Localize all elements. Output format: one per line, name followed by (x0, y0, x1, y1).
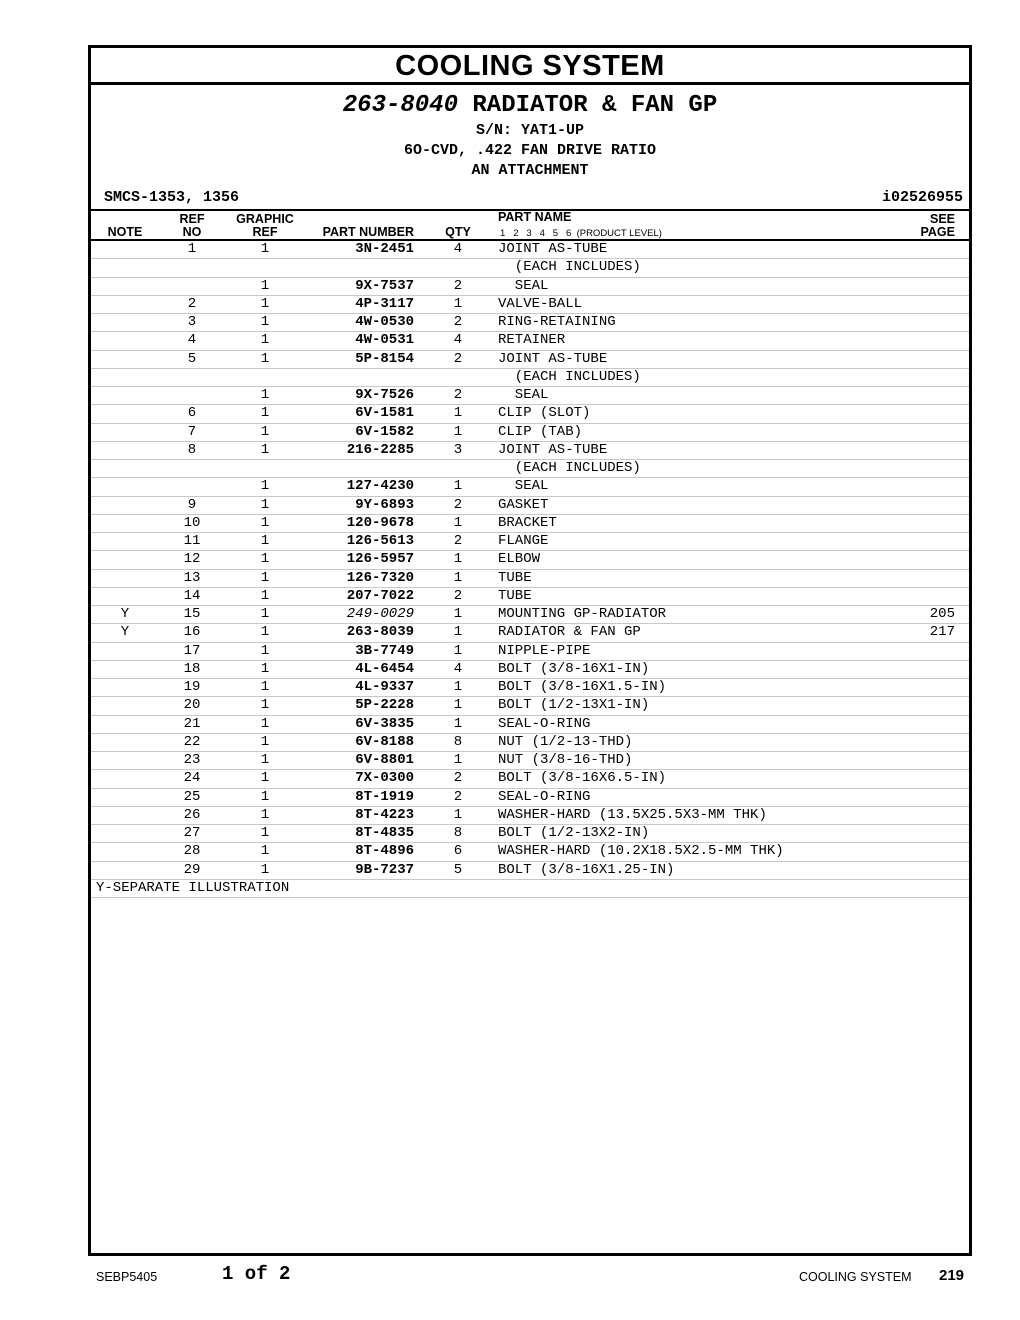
table-row (91, 570, 969, 588)
row-qty: 1 (453, 423, 463, 440)
footer-page-number: 219 (939, 1267, 965, 1284)
table-row (91, 770, 969, 788)
row-qty: 4 (453, 332, 463, 349)
footer-page-of: 1 of 2 (222, 1263, 291, 1285)
footnote-row (91, 880, 969, 898)
table-row (91, 332, 969, 350)
row-part-name: BOLT (1/2-13X1-IN) (498, 697, 650, 714)
row-part-number[interactable]: 126-5613 (346, 533, 414, 549)
column-header (91, 211, 969, 241)
row-qty: 1 (453, 514, 463, 531)
row-part-name: (EACH INCLUDES) (498, 368, 641, 385)
row-part-name: CLIP (SLOT) (498, 405, 591, 422)
row-qty: 1 (453, 295, 463, 312)
row-graphic-ref: 1 (260, 660, 270, 677)
col-part-number: PART NUMBER (322, 225, 414, 239)
table-row (91, 424, 969, 442)
row-qty: 1 (453, 697, 463, 714)
row-part-number[interactable]: 9X-7526 (355, 387, 414, 403)
row-part-number[interactable]: 216-2285 (346, 441, 414, 458)
footer-section: COOLING SYSTEM (799, 1270, 912, 1284)
row-part-number[interactable]: 6V-1582 (355, 423, 414, 440)
row-qty: 1 (453, 606, 463, 622)
row-part-number[interactable]: 5P-2228 (355, 697, 414, 714)
row-part-number[interactable]: 3N-2451 (355, 241, 414, 257)
row-part-number[interactable]: 4W-0530 (355, 314, 414, 330)
row-ref-no: 28 (183, 843, 201, 860)
row-ref-no: 8 (187, 441, 197, 458)
col-product-levels: 1 2 3 4 5 6 (PRODUCT LEVEL) (500, 228, 662, 239)
row-qty: 3 (453, 441, 463, 458)
row-part-number[interactable]: 8T-4223 (355, 806, 414, 823)
row-graphic-ref: 1 (260, 642, 270, 659)
table-row (91, 697, 969, 715)
row-graphic-ref: 1 (260, 295, 270, 312)
row-graphic-ref: 1 (260, 715, 270, 732)
col-part-name: PART NAME (498, 210, 572, 224)
section-title: COOLING SYSTEM (91, 48, 969, 85)
row-graphic-ref: 1 (260, 806, 270, 823)
row-ref-no: 1 (187, 241, 197, 257)
row-part-number[interactable]: 4L-6454 (355, 660, 414, 677)
table-row (91, 387, 969, 405)
row-ref-no: 18 (183, 660, 201, 677)
footnote-separate-illustration: Y-SEPARATE ILLUSTRATION (96, 879, 290, 896)
row-part-name: RETAINER (498, 332, 566, 349)
row-qty: 1 (453, 715, 463, 732)
row-graphic-ref: 1 (260, 825, 270, 841)
col-see-top: SEE (929, 212, 955, 226)
row-graphic-ref: 1 (260, 587, 270, 604)
row-part-number[interactable]: 6V-3835 (355, 715, 414, 732)
col-graphic-bottom: REF (252, 225, 278, 239)
row-part-number[interactable]: 8T-4896 (355, 843, 414, 860)
row-note: Y (120, 606, 130, 622)
table-row (91, 843, 969, 861)
row-ref-no: 12 (183, 551, 201, 568)
row-part-name: JOINT AS-TUBE (498, 350, 608, 367)
group-subtitle-1: 6O-CVD, .422 FAN DRIVE RATIO (403, 142, 657, 159)
row-ref-no: 29 (183, 861, 201, 878)
row-part-name: RADIATOR & FAN GP (498, 624, 641, 641)
col-note: NOTE (107, 225, 143, 239)
footer-doc-id: SEBP5405 (96, 1270, 158, 1284)
row-part-name: NUT (3/8-16-THD) (498, 752, 633, 768)
row-graphic-ref: 1 (260, 241, 270, 257)
row-ref-no: 5 (187, 350, 197, 367)
group-part-number[interactable]: 263-8040 (342, 92, 458, 119)
table-row (91, 807, 969, 825)
row-ref-no: 15 (183, 606, 201, 622)
table-row (91, 515, 969, 533)
row-graphic-ref: 1 (260, 441, 270, 458)
row-graphic-ref: 1 (260, 514, 270, 531)
row-qty: 1 (453, 624, 463, 641)
row-part-name: VALVE-BALL (498, 295, 583, 312)
row-part-number[interactable]: 263-8039 (346, 624, 414, 641)
row-part-number[interactable]: 6V-1581 (355, 405, 414, 422)
row-part-number[interactable]: 4L-9337 (355, 679, 414, 695)
row-part-name: TUBE (498, 569, 532, 586)
row-qty: 1 (453, 478, 463, 495)
row-graphic-ref: 1 (260, 733, 270, 750)
row-ref-no: 10 (183, 514, 201, 531)
row-qty: 4 (453, 241, 463, 257)
row-graphic-ref: 1 (260, 861, 270, 878)
row-part-name: (EACH INCLUDES) (498, 259, 641, 276)
row-ref-no: 2 (187, 295, 197, 312)
row-qty: 1 (453, 679, 463, 695)
parts-page-frame (88, 45, 972, 1256)
row-ref-no: 14 (183, 587, 201, 604)
row-part-number[interactable]: 6V-8188 (355, 733, 414, 750)
table-row (91, 862, 969, 880)
table-row (91, 606, 969, 624)
row-part-number[interactable]: 207-7022 (346, 587, 414, 604)
table-row (91, 497, 969, 515)
row-qty: 1 (453, 642, 463, 659)
row-part-name: BOLT (3/8-16X1.5-IN) (498, 679, 667, 695)
row-ref-no: 20 (183, 697, 201, 714)
row-graphic-ref: 1 (260, 423, 270, 440)
row-ref-no: 7 (187, 423, 197, 440)
row-part-name: CLIP (TAB) (498, 423, 583, 440)
row-part-number[interactable]: 3B-7749 (355, 642, 414, 659)
row-part-name: ELBOW (498, 551, 541, 568)
row-graphic-ref: 1 (260, 752, 270, 768)
row-part-name: BOLT (3/8-16X1.25-IN) (498, 861, 675, 878)
col-see-bottom: PAGE (920, 225, 955, 239)
row-part-name: MOUNTING GP-RADIATOR (498, 606, 667, 622)
row-qty: 6 (453, 843, 463, 860)
row-graphic-ref: 1 (260, 387, 270, 403)
table-row (91, 789, 969, 807)
row-part-name: SEAL (498, 277, 549, 294)
row-qty: 1 (453, 405, 463, 422)
row-qty: 1 (453, 551, 463, 568)
row-part-name: JOINT AS-TUBE (498, 241, 608, 257)
row-ref-no: 11 (183, 533, 201, 549)
row-ref-no: 24 (183, 770, 201, 787)
page-footer (0, 1262, 1020, 1290)
row-part-number[interactable]: 9X-7537 (355, 277, 414, 294)
row-ref-no: 25 (183, 788, 201, 805)
row-ref-no: 6 (187, 405, 197, 422)
table-row (91, 734, 969, 752)
row-part-name: (EACH INCLUDES) (498, 460, 641, 476)
row-part-name: BOLT (3/8-16X1-IN) (498, 660, 650, 677)
group-header (91, 85, 969, 211)
row-ref-no: 21 (183, 715, 201, 732)
row-part-number[interactable]: 7X-0300 (355, 770, 414, 787)
row-qty: 2 (453, 770, 463, 787)
row-part-name: BOLT (1/2-13X2-IN) (498, 825, 650, 841)
col-ref-top: REF (179, 212, 205, 226)
row-graphic-ref: 1 (260, 843, 270, 860)
row-qty: 2 (453, 350, 463, 367)
row-part-name: GASKET (498, 496, 549, 513)
row-part-name: WASHER-HARD (13.5X25.5X3-MM THK) (498, 806, 767, 823)
row-qty: 2 (453, 587, 463, 604)
row-ref-no: 3 (187, 314, 197, 330)
table-row (91, 296, 969, 314)
table-row (91, 825, 969, 843)
row-part-name: TUBE (498, 587, 532, 604)
table-row (91, 533, 969, 551)
row-ref-no: 23 (183, 752, 201, 768)
col-graphic-top: GRAPHIC (236, 212, 294, 226)
table-row (91, 278, 969, 296)
group-title: RADIATOR & FAN GP (472, 92, 718, 119)
row-part-number[interactable]: 120-9678 (346, 514, 414, 531)
row-graphic-ref: 1 (260, 569, 270, 586)
table-row (91, 460, 969, 478)
col-ref-bottom: NO (182, 225, 202, 239)
row-qty: 2 (453, 314, 463, 330)
table-row (91, 241, 969, 259)
row-part-name: SEAL-O-RING (498, 788, 591, 805)
row-part-name: NUT (1/2-13-THD) (498, 733, 633, 750)
table-row (91, 478, 969, 496)
row-graphic-ref: 1 (260, 533, 270, 549)
row-graphic-ref: 1 (260, 478, 270, 495)
row-graphic-ref: 1 (260, 314, 270, 330)
row-graphic-ref: 1 (260, 350, 270, 367)
row-see-page[interactable]: 205 (929, 606, 955, 622)
table-row (91, 259, 969, 277)
row-qty: 1 (453, 806, 463, 823)
row-graphic-ref: 1 (260, 551, 270, 568)
row-qty: 1 (453, 569, 463, 586)
row-qty: 2 (453, 533, 463, 549)
row-graphic-ref: 1 (260, 697, 270, 714)
row-part-name: BRACKET (498, 514, 557, 531)
row-graphic-ref: 1 (260, 277, 270, 294)
row-part-number[interactable]: 8T-4835 (355, 825, 414, 841)
row-ref-no: 19 (183, 679, 201, 695)
table-row (91, 624, 969, 642)
row-part-number[interactable]: 126-5957 (346, 551, 414, 568)
row-graphic-ref: 1 (260, 770, 270, 787)
row-ref-no: 22 (183, 733, 201, 750)
row-qty: 2 (453, 788, 463, 805)
smcs-code: SMCS-1353, 1356 (104, 189, 240, 206)
row-qty: 2 (453, 387, 463, 403)
table-row (91, 369, 969, 387)
row-part-name: SEAL-O-RING (498, 715, 591, 732)
row-ref-no: 26 (183, 806, 201, 823)
group-subtitle-2: AN ATTACHMENT (471, 162, 589, 179)
table-row (91, 752, 969, 770)
row-graphic-ref: 1 (260, 788, 270, 805)
row-part-number[interactable]: 127-4230 (346, 478, 414, 495)
illustration-id: i02526955 (881, 189, 963, 206)
row-part-number[interactable]: 9Y-6893 (355, 496, 414, 513)
col-qty: QTY (445, 225, 471, 239)
row-part-name: FLANGE (498, 533, 549, 549)
row-ref-no: 4 (187, 332, 197, 349)
row-graphic-ref: 1 (260, 679, 270, 695)
row-ref-no: 13 (183, 569, 201, 586)
row-qty: 2 (453, 277, 463, 294)
row-graphic-ref: 1 (260, 496, 270, 513)
parts-list (91, 241, 969, 898)
row-graphic-ref: 1 (260, 332, 270, 349)
row-part-number[interactable]: 126-7320 (346, 569, 414, 586)
table-row (91, 661, 969, 679)
table-row (91, 442, 969, 460)
row-part-number[interactable]: 249-0029 (346, 606, 414, 622)
row-part-number[interactable]: 9B-7237 (355, 861, 414, 878)
table-row (91, 314, 969, 332)
row-part-number[interactable]: 4P-3117 (355, 295, 414, 312)
row-see-page[interactable]: 217 (929, 624, 955, 641)
row-note: Y (120, 624, 130, 641)
table-row (91, 405, 969, 423)
table-row (91, 351, 969, 369)
table-row (91, 551, 969, 569)
row-part-number[interactable]: 8T-1919 (355, 788, 414, 805)
serial-number: S/N: YAT1-UP (475, 122, 585, 139)
row-ref-no: 9 (187, 496, 197, 513)
row-graphic-ref: 1 (260, 405, 270, 422)
row-part-number[interactable]: 5P-8154 (355, 350, 414, 367)
row-qty: 5 (453, 861, 463, 878)
row-part-number[interactable]: 4W-0531 (355, 332, 414, 349)
row-ref-no: 17 (183, 642, 201, 659)
table-row (91, 716, 969, 734)
row-qty: 4 (453, 660, 463, 677)
row-graphic-ref: 1 (260, 606, 270, 622)
table-row (91, 643, 969, 661)
row-part-name: JOINT AS-TUBE (498, 441, 608, 458)
row-ref-no: 27 (183, 825, 201, 841)
row-part-name: WASHER-HARD (10.2X18.5X2.5-MM THK) (498, 843, 784, 860)
table-row (91, 588, 969, 606)
row-qty: 2 (453, 496, 463, 513)
row-part-name: NIPPLE-PIPE (498, 642, 591, 659)
row-part-number[interactable]: 6V-8801 (355, 752, 414, 768)
row-ref-no: 16 (183, 624, 201, 641)
row-qty: 8 (453, 825, 463, 841)
row-qty: 1 (453, 752, 463, 768)
row-part-name: BOLT (3/8-16X6.5-IN) (498, 770, 667, 787)
group-title-line (91, 91, 969, 121)
row-graphic-ref: 1 (260, 624, 270, 641)
table-row (91, 679, 969, 697)
row-qty: 8 (453, 733, 463, 750)
row-part-name: RING-RETAINING (498, 314, 616, 330)
row-part-name: SEAL (498, 387, 549, 403)
row-part-name: SEAL (498, 478, 549, 495)
